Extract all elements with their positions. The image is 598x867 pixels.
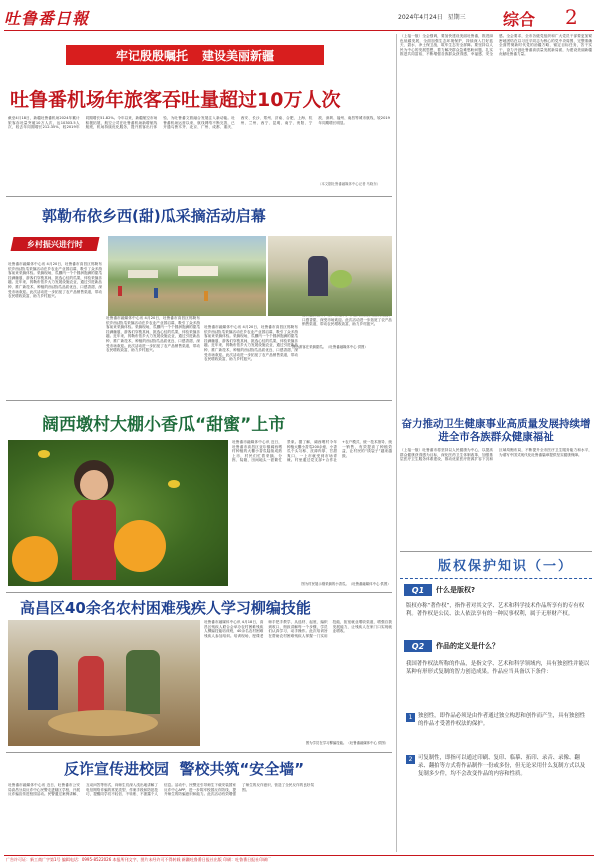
article2-caption: 图为游客在采摘甜瓜。（吐鲁番融媒体中心 供图） [292, 345, 368, 349]
footer-line: 广告许可证：新工商广字第1号 编辑电话：0995-8522026 本报所刊文字、图片未经许可不得转载 新疆吐鲁番日报社出版 印刷：吐鲁番日报社印刷厂 [6, 857, 272, 862]
article2-title: 郭勒布依乡西(甜)瓜采摘活动启幕 [42, 207, 266, 225]
banner-left: 牢记殷殷嘱托 [115, 48, 188, 63]
divider [6, 196, 392, 197]
point2-badge: 2 [406, 755, 415, 764]
masthead-title: 吐鲁番日報 [4, 9, 90, 28]
header-rule [4, 30, 594, 31]
q2-text: 作品的定义是什么？ [436, 642, 499, 650]
divider [6, 400, 392, 401]
q2-marker: Q 2 [404, 640, 432, 652]
article1-body: 截至4月18日，新疆吐鲁番机场2024年累计旅客吞吐量突破10万人次，达10303.5人次，较去年同期增长212.35%，较2019年同期增长51.82%。今年以来，新疆航空市场积极拓展，航空公司在吐鲁番机场新增航线航班，机场持续优化服务，提升旅客出行体验，为吐鲁番文旅融合发展注入新动能。吐鲁番机场运营以来，航线网络不断完善，已开通乌鲁木齐、北京、广州、成都、重庆、西安、长沙、郑州、济南、合肥、上海、杭州、兰州、西宁、昆明、南宁、贵阳、宁波、深圳、福州、南昌等城市航线，较2019年同期增长明显。 [8, 116, 390, 130]
article3-caption: 图为村民展示刚采摘的小香瓜。（吐鲁番融媒体中心 供图） [301, 582, 391, 586]
article4-title: 奋力推动卫生健康事业高质量发展持续增进全市各族群众健康福祉 [401, 418, 591, 443]
article5-photo [8, 620, 200, 746]
article3-body: 吐鲁番市融媒体中心讯 近日，吐鲁番市高昌区亚尔镇阔西墩村种植的大棚小香瓜陆续成熟上市，村民们忙着采摘、分拣、装箱，田间地头一派繁忙景象。据了解，阔西墩村今年种植大棚小香瓜200余座，小香瓜个头匀称、皮薄肉厚、甘甜爽口，一上市就受到市场青睐。村里通过党支部+合作社+农户模式，统一技术指导、统一销售，有效提高了种植效益，让村民的“钱袋子”越来越鼓。 [232, 440, 392, 463]
rural-revival-tag: 乡村振兴进行时 [11, 237, 100, 251]
column-rule [396, 34, 397, 852]
article5-body: 吐鲁番市融媒体中心讯 4月18日，高昌区残疾人联合会举办农村困难残疾人柳编技能培训班，40余名农村困难残疾人参加培训。培训现场，授课老师手把手教学，从选材、起底、编织到收口，细致讲解每一个步骤，学员们认真学习、动手操作。此次培训旨在帮助农村困难残疾人掌握一门实用技能，拓宽就业增收渠道，增强自我发展能力，让残疾人在家门口实现就业增收。 [204, 620, 392, 638]
section-label: 综合 [503, 10, 536, 29]
copyright-title: 版权保护知识（一） [438, 559, 574, 574]
page-number: 2 [565, 5, 578, 29]
article2-photo [108, 236, 266, 316]
article2-body-col3: 吐鲁番市融媒体中心讯 4月20日，吐鲁番市高昌区郭勒布依乡西(甜)瓜采摘活动在乡农业产业园启幕，吸引了众多游客前来采摘体验。采摘现场，瓜棚内一个个圆润饱满的甜瓜挂满藤蔓，游客们穿梭其间，挑选心仪的瓜果，体验采摘乐趣。近年来，郭勒布依乡大力发展设施农业，通过引进新品种、推广新技术，种植的西(甜)瓜品质优良、口感香甜，深受市场欢迎。此次活动进一步拓宽了农产品销售渠道，带动农民增收致富，助力乡村振兴。 [204, 325, 298, 362]
article2-body-col4: 口感香甜，深受市场欢迎。此次活动进一步拓宽了农产品销售渠道，带动农民增收致富，助力乡村振兴。 [302, 317, 392, 327]
article5-title: 高昌区40余名农村困难残疾人学习柳编技能 [20, 599, 311, 617]
article5-caption: 图为学员在学习柳编技能。（吐鲁番融媒体中心 供图） [305, 741, 389, 745]
q1-text: 什么是版权? [436, 586, 476, 594]
footer-rule [4, 855, 594, 856]
q1-marker: Q 1 [404, 584, 432, 596]
copyright-rule [400, 578, 592, 579]
masthead [4, 6, 104, 28]
a2-text: 我国著作权法所称的作品，是指文学、艺术和科学领域内，具有独创性并能以某种有形形式复制的智力创造成果。作品应当具备以下条件： [406, 661, 590, 675]
article3-title: 阔西墩村大棚小香瓜“甜蜜”上市 [42, 415, 286, 435]
divider [6, 592, 392, 593]
article4-body: （上接一版）吐鲁番市将坚持以人民健康为中心，以提高群众健康获得感为目标，深化医药卫生体制改革，加强基层医疗卫生服务体系建设，推动优质医疗资源扩容下沉和区域均衡布局，不断提升全市医疗卫生服务能力和水平，为谱写中国式现代化吐鲁番篇章提供坚实健康保障。 [400, 448, 592, 462]
article2-photo-right [268, 236, 392, 316]
article6-body: 吐鲁番市融媒体中心讯 近日，吐鲁番市公安局高昌分局反诈中心民警走进辖区学校，开展反诈骗宣传进校园活动。民警通过案例讲解、互动问答等形式，向师生们深入浅出地讲解了电信网络诈骗的常见类型、作案手段和防范技巧，提醒同学们不轻信、不转账、不泄露个人信息。活动中，民警还引导师生下载安装国家反诈中心APP，进一步筑牢校园反诈防线，提升师生的防骗意识和能力。此次活动有效增强了师生的反诈意识，营造了全民反诈的良好氛围。 [8, 783, 314, 797]
divider [400, 551, 592, 552]
banner-right: 建设美丽新疆 [202, 48, 275, 63]
divider [6, 752, 392, 753]
point1-badge: 1 [406, 713, 415, 722]
article1-title: 吐鲁番机场年旅客吞吐量超过10万人次 [10, 89, 341, 111]
right-top-body: （上接一版）全会强调，要加快建设美丽吐鲁番，推进绿色低碳发展，全面加强生态环境保护，持续深入打好蓝天、碧水、净土保卫战，筑牢生态安全屏障。要坚持以人民为中心的发展思想，着力解决群众急难愁盼问题，扎实推进共同富裕，不断增强各族群众获得感、幸福感、安全感。全会要求，全市各级党组织和广大党员干部要更加紧密地团结在以习近平同志为核心的党中央周围，完整准确全面贯彻新时代党的治疆方略，锚定目标任务，苦干实干，奋力开创吐鲁番高质量发展新局面，为建设美丽新疆贡献吐鲁番力量。 [400, 34, 592, 57]
point1-text: 独创性，即作品必须是由作者通过独立构思和创作而产生，具有独创性的作品才受著作权法的保护。 [418, 713, 586, 727]
a1-text: 版权亦称“著作权”，指作者对其文学、艺术和科学技术作品所享有的专有权利。著作权是公民、法人依法享有的一种民事权利，属于无形财产权。 [406, 603, 585, 617]
point2-text: 可复制性，即指可以通过印刷、复印、临摹、拓印、录音、录像、翻录、翻拍等方式将作品制作一份或多份，但无论采用什么复制方式以及复制多少件，均不会改变作品的内容和性质。 [418, 755, 586, 777]
article1-footer: （本文据吐鲁番融媒体中心记者 马晓东） [318, 182, 381, 186]
article2-body-col2: 吐鲁番市融媒体中心讯 4月20日，吐鲁番市高昌区郭勒布依乡西(甜)瓜采摘活动在乡农业产业园启幕，吸引了众多游客前来采摘体验。采摘现场，瓜棚内一个个圆润饱满的甜瓜挂满藤蔓，游客们穿梭其间，挑选心仪的瓜果，体验采摘乐趣。近年来，郭勒布依乡大力发展设施农业，通过引进新品种、推广新技术，种植的西(甜)瓜品质优良、口感香甜，深受市场欢迎。此次活动进一步拓宽了农产品销售渠道，带动农民增收致富，助力乡村振兴。 [106, 316, 200, 353]
article6-title: 反诈宣传进校园 警校共筑“安全墙” [64, 760, 305, 778]
article3-photo [8, 440, 228, 586]
article2-body: 吐鲁番市融媒体中心讯 4月20日，吐鲁番市高昌区郭勒布依乡西(甜)瓜采摘活动在乡农业产业园启幕，吸引了众多游客前来采摘体验。采摘现场，瓜棚内一个个圆润饱满的甜瓜挂满藤蔓，游客们穿梭其间，挑选心仪的瓜果，体验采摘乐趣。近年来，郭勒布依乡大力发展设施农业，通过引进新品种、推广新技术，种植的西(甜)瓜品质优良、口感香甜，深受市场欢迎。此次活动进一步拓宽了农产品销售渠道，带动农民增收致富，助力乡村振兴。 [8, 262, 102, 299]
banner [66, 45, 324, 65]
header-date: 2024年4月24日 星期三 [398, 14, 466, 21]
